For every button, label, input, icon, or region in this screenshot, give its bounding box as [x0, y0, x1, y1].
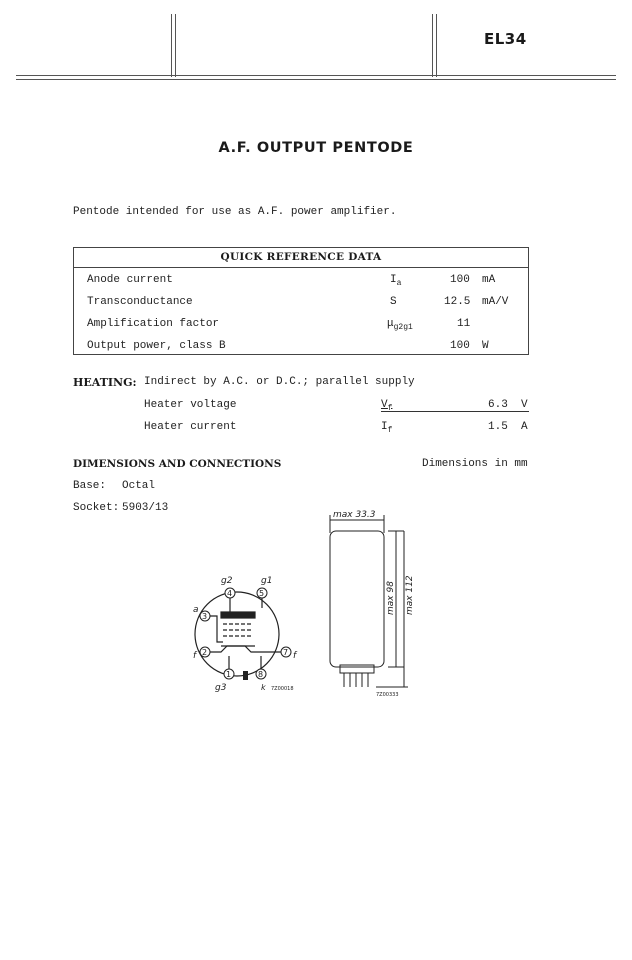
- table-row-symbol: $\mu_{g2g1}$: [387, 318, 413, 333]
- pin-3-name: a: [193, 605, 199, 615]
- pin-5-number: 5: [259, 589, 265, 598]
- header-horizontal-rule: [16, 75, 616, 80]
- heater-current-value: 1.5: [488, 421, 508, 433]
- page-title: A.F. OUTPUT PENTODE: [218, 140, 414, 156]
- base-label: Base:: [73, 480, 107, 492]
- pin-7-number: 7: [283, 648, 289, 657]
- pin-2-number: 2: [202, 648, 208, 657]
- table-row-value: 100: [450, 274, 470, 286]
- heater-voltage-value: 6.3: [488, 399, 508, 411]
- heater-current-label: Heater current: [144, 421, 237, 433]
- table-row-unit: mA: [482, 274, 496, 286]
- table-row-value: 12.5: [444, 296, 471, 308]
- table-row-symbol: $I_a$: [390, 274, 402, 289]
- key-tab: [243, 671, 248, 680]
- header-vertical-rule-right: [432, 14, 437, 77]
- pin-8-name: k: [261, 683, 266, 692]
- pin-5-name: g1: [261, 576, 273, 586]
- heating-description: Indirect by A.C. or D.C.; parallel supply: [144, 376, 415, 388]
- dimensions-heading: DIMENSIONS AND CONNECTIONS: [73, 458, 282, 470]
- pin-7-name: f: [293, 651, 297, 661]
- heater-voltage-unit: V: [521, 399, 528, 411]
- table-row-unit: W: [482, 340, 489, 352]
- pin-1-number: 1: [226, 670, 232, 679]
- outline-ref-code: 7Z00333: [376, 692, 399, 698]
- tube-base: [340, 665, 374, 673]
- table-row-label: Transconductance: [87, 296, 193, 308]
- socket-value: 5903/13: [122, 502, 169, 514]
- heater-current-unit: A: [521, 421, 528, 433]
- table-row-value: 11: [457, 318, 471, 330]
- heater-current-symbol: $I_f$: [381, 421, 393, 436]
- pin-8-number: 8: [258, 670, 264, 679]
- dimensions-note: Dimensions in mm: [422, 458, 528, 470]
- table-row-label: Anode current: [87, 274, 173, 286]
- table-row-label: Output power, class B: [87, 340, 226, 352]
- pin-3-number: 3: [202, 612, 208, 621]
- header-vertical-rule-left: [171, 14, 176, 77]
- heater-voltage-symbol: $V_f$: [381, 399, 393, 414]
- table-row-value: 100: [450, 340, 470, 352]
- heater-voltage-label: Heater voltage: [144, 399, 237, 411]
- heating-heading: HEATING:: [73, 376, 137, 389]
- max-total-label: max 112: [405, 575, 415, 615]
- pin-connection-diagram: [185, 570, 305, 695]
- quick-reference-heading: QUICK REFERENCE DATA: [74, 248, 528, 268]
- max-body-label: max 98: [386, 581, 396, 615]
- diagram-ref-code: 7Z00018: [271, 686, 294, 692]
- pin-1-name: g3: [215, 683, 227, 693]
- table-row-unit: mA/V: [482, 296, 509, 308]
- base-value: Octal: [122, 480, 156, 492]
- quick-reference-table: [73, 247, 529, 355]
- tube-bulb: [330, 531, 384, 667]
- tube-type-label: EL34: [484, 30, 527, 48]
- intro-text: Pentode intended for use as A.F. power amplifier.: [73, 206, 397, 218]
- pin-4-number: 4: [227, 589, 233, 598]
- pin-4-name: g2: [221, 576, 233, 586]
- socket-outline: [195, 592, 279, 676]
- table-row-label: Amplification factor: [87, 318, 220, 330]
- pin-2-name: f: [193, 651, 197, 661]
- tube-outline-drawing: [318, 505, 418, 700]
- table-row-symbol: S: [390, 296, 397, 308]
- socket-label: Socket:: [73, 502, 120, 514]
- max-diameter-label: max 33.3: [333, 510, 376, 520]
- heater-voltage-rule: [381, 411, 529, 412]
